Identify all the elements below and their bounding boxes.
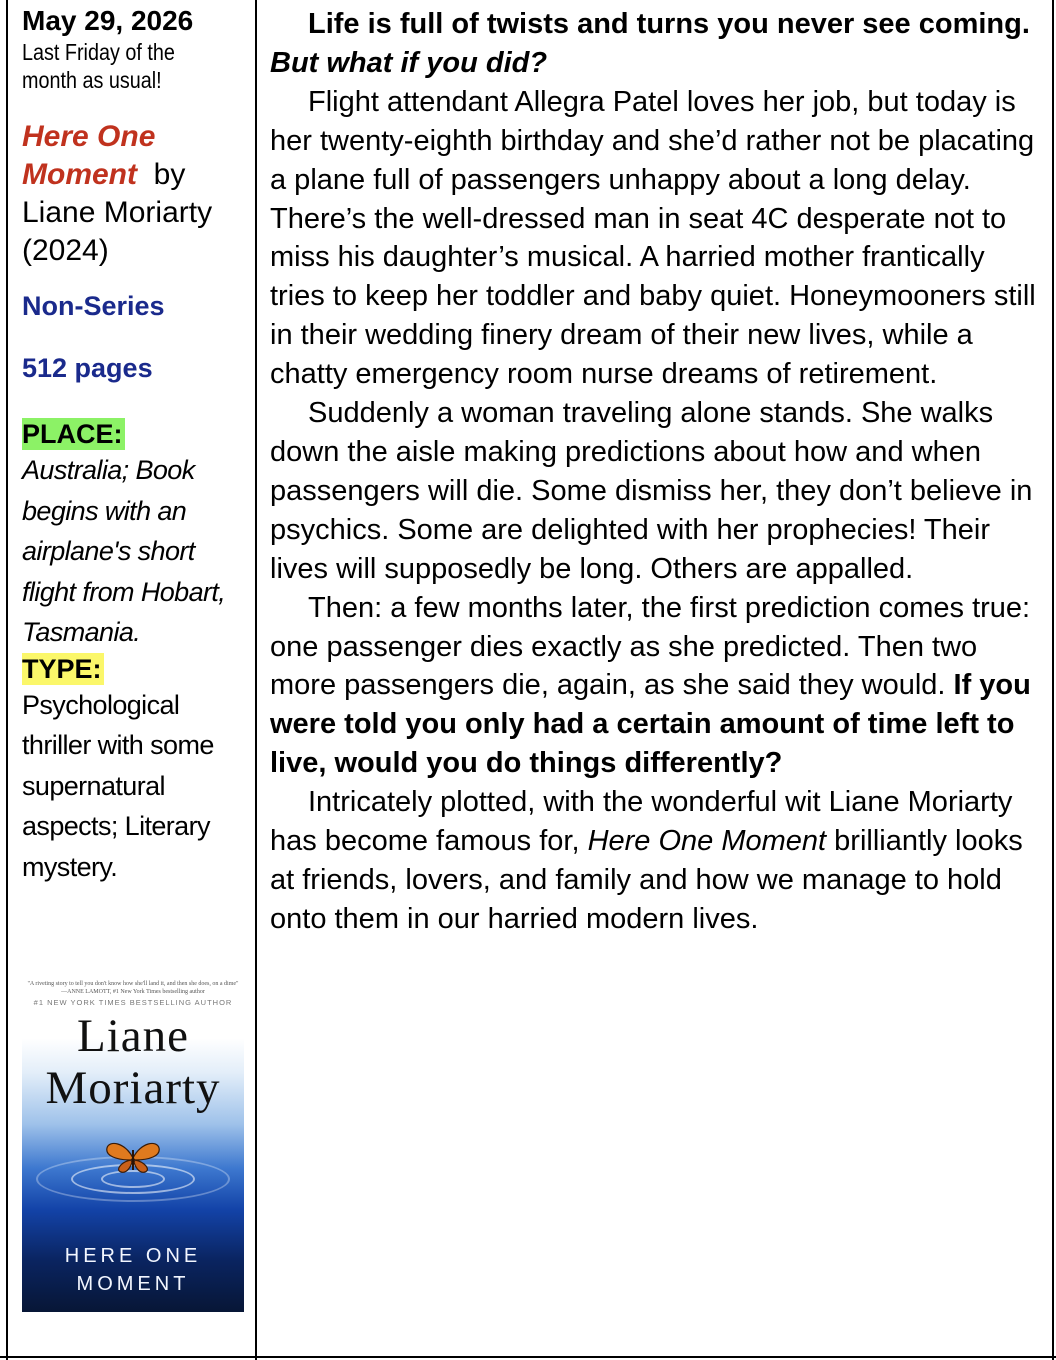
column-divider bbox=[255, 0, 257, 1360]
place-label: PLACE: bbox=[22, 419, 123, 449]
synopsis-paragraph: Suddenly a woman traveling alone stands. She walks down the aisle making predictions about how and when passengers will die. Some dismiss her, they don’t believe in psychics. Some are delighted with her prophecies! Their lives will supposedly be long. Others are appalled. bbox=[270, 397, 1033, 585]
synopsis-paragraph: Then: a few months later, the first prediction comes true: one passenger dies exactly as she predicted. Then two more passengers die, again, as she said they would. If you were told you only had a certain amount of time left to live, would you do things differently? bbox=[270, 591, 1031, 780]
cover-title: HERE ONE MOMENT bbox=[64, 1245, 202, 1295]
cover-quote: "A riveting story to tell you don't know how she'll land it, and then she does, on a dime" —ANNE LAMOTT, #1 New York Times bestselling author bbox=[27, 981, 239, 995]
cover-author: Liane Moriarty bbox=[45, 1010, 221, 1114]
date-note: Last Friday of the month as usual! bbox=[22, 39, 175, 93]
left-border bbox=[6, 0, 8, 1360]
right-border bbox=[1052, 0, 1054, 1360]
book-year: (2024) bbox=[22, 234, 109, 267]
place-section bbox=[22, 418, 247, 653]
type-text: Psychological thriller with some supernatural aspects; Literary mystery. bbox=[22, 689, 214, 882]
synopsis-column bbox=[270, 5, 1040, 939]
place-text: Australia; Book begins with an airplane's short flight from Hobart, Tasmania. bbox=[22, 455, 226, 647]
page-count: 512 pages bbox=[22, 353, 153, 383]
book-info-column bbox=[22, 4, 247, 887]
synopsis-paragraph: Flight attendant Allegra Patel loves her job, but today is her twenty-eighth birthday and she’d rather not be placating a plane full of passengers unhappy about a long delay. There’s the well-dressed man in seat 4C desperate not to miss his daughter’s musical. A harried mother frantically tries to keep her toddler and baby quiet. Honeymooners still in their wedding finery dream of their new lives, while a chatty emergency room nurse dreams of retirement. bbox=[270, 85, 1036, 391]
cover-tagline: #1 NEW YORK TIMES BESTSELLING AUTHOR bbox=[33, 998, 233, 1007]
bottom-border bbox=[0, 1356, 1056, 1358]
synopsis-paragraph: Intricately plotted, with the wonderful wit Liane Moriarty has become famous for, Here One Moment brilliantly looks at friends, lovers, and family and how we manage to hold onto them in our harried modern lives. bbox=[270, 786, 1023, 935]
book-author: Liane Moriarty bbox=[22, 196, 213, 229]
type-label: TYPE: bbox=[22, 653, 102, 684]
series-label: Non-Series bbox=[22, 291, 165, 321]
book-title-block: Here One Moment by Liane Moriarty (2024) bbox=[22, 118, 247, 270]
book-title: Here One bbox=[22, 120, 156, 153]
synopsis-hook: Life is full of twists and turns you never see coming. But what if you did? bbox=[270, 8, 1030, 79]
meeting-date: May 29, 2026 bbox=[22, 5, 194, 36]
butterfly-icon bbox=[103, 1138, 163, 1178]
type-section bbox=[22, 653, 247, 888]
book-cover-image bbox=[22, 970, 244, 1312]
